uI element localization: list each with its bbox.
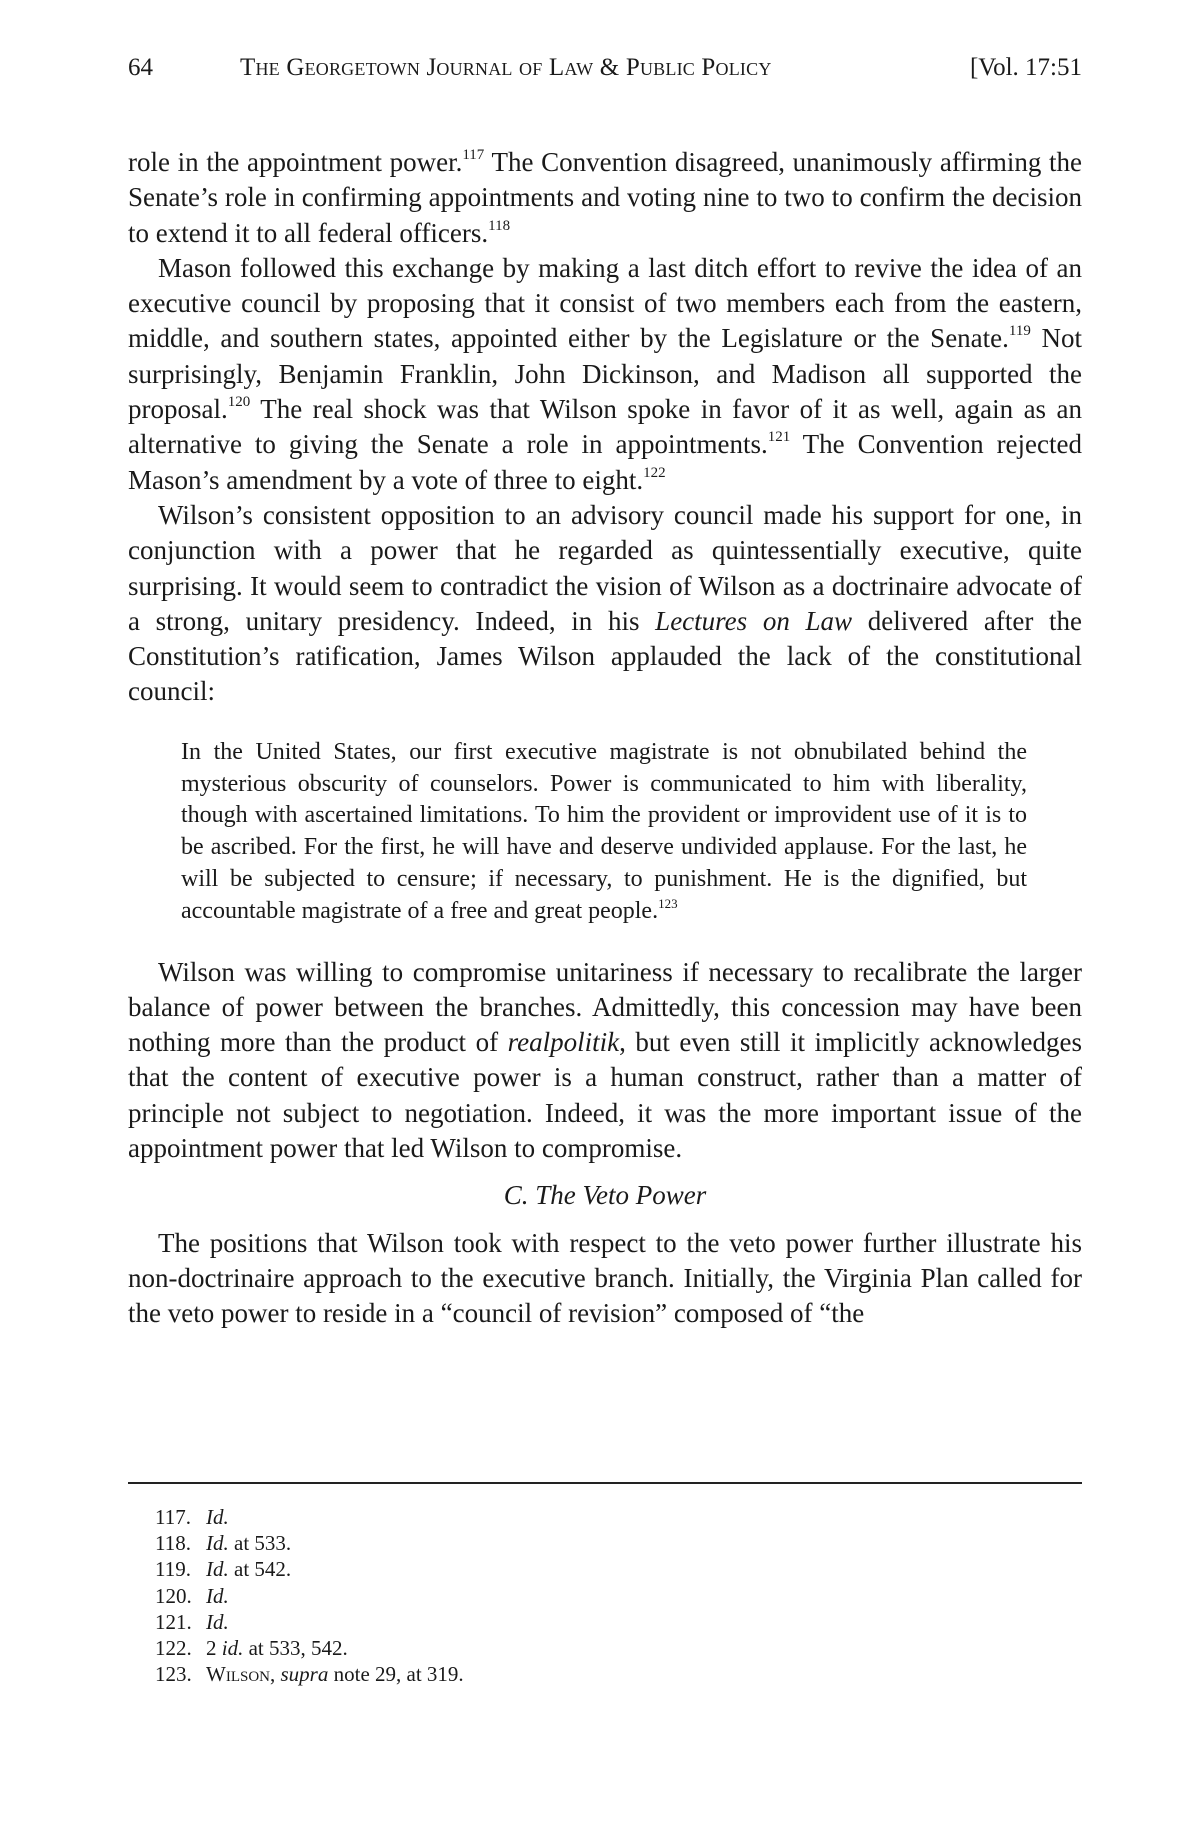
footnote-text xyxy=(206,1556,291,1582)
footnote-pre: , xyxy=(270,1662,281,1687)
journal-title: The Georgetown Journal of Law & Public Policy xyxy=(240,54,772,81)
footnote-122 xyxy=(128,1635,1082,1661)
text-run: Not surprisingly, Benjamin Franklin, John Dickinson, and Madison all supported the proposal. xyxy=(128,323,1082,425)
italic-title: Lectures on Law xyxy=(655,605,853,636)
footnote-ref-122[interactable]: 122 xyxy=(643,464,666,481)
text-run: , but even still it implicitly acknowledges that the content of executive power is a human construct, rather than a matter of principle not subject to negotiation. Indeed, it was the more important issue of the appointment power that led Wilson to compromise. xyxy=(128,1027,1082,1164)
volume-citation: [Vol. 17:51 xyxy=(969,54,1082,81)
footnote-text xyxy=(206,1583,229,1609)
footnote-rest: note 29, at 319. xyxy=(328,1662,464,1687)
footnote-text xyxy=(206,1504,229,1530)
footnote-number: 119. xyxy=(155,1557,191,1582)
footnote-text xyxy=(206,1530,291,1556)
footnote-italic: Id. xyxy=(206,1557,229,1582)
footnote-ref-123[interactable]: 123 xyxy=(658,895,678,911)
footnote-text xyxy=(206,1661,464,1687)
paragraph-2 xyxy=(128,251,1082,498)
italic-term: realpolitik xyxy=(507,1027,620,1058)
footnote-rest: at 542. xyxy=(228,1557,292,1582)
footnote-rest: at 533, 542. xyxy=(243,1635,348,1660)
paragraph-4 xyxy=(128,955,1082,1167)
footnote-117 xyxy=(128,1504,1082,1530)
footnote-author: Wilson xyxy=(206,1662,270,1687)
footnote-text xyxy=(206,1635,348,1661)
text-run: Wilson was willing to compromise unitariness if necessary to recalibrate the larger balance of power between the branches. Admittedly, this concession may have been nothing more than the product of xyxy=(128,956,1082,1058)
footnote-text xyxy=(206,1609,229,1635)
footnote-120 xyxy=(128,1583,1082,1609)
footnote-number: 117. xyxy=(155,1505,191,1529)
text-run: delivered after the Constitution’s ratification, James Wilson applauded the lack of the constitutional council: xyxy=(128,605,1082,707)
paragraph-3 xyxy=(128,498,1082,710)
footnote-number: 123. xyxy=(155,1662,192,1687)
footnote-119 xyxy=(128,1556,1082,1582)
text-run: role in the appointment power. xyxy=(128,147,463,177)
quote-text: In the United States, our first executive magistrate is not obnubilated behind the mysterious obscurity of counselors. Power is communicated to him with liberality, though with ascertained limitations. To him the provident or improvident use of it is to be ascribed. For the first, he will have and deserve undivided applause. For the last, he will be subjected to censure; if necessary, to punishment. He is the dignified, but accountable magistrate of a free and great people. xyxy=(181,738,1027,924)
running-header xyxy=(128,54,1082,94)
paragraph-5 xyxy=(128,1226,1082,1332)
section-heading: C. The Veto Power xyxy=(503,1180,707,1211)
footnote-ref-118[interactable]: 118 xyxy=(488,217,511,234)
text-run: The positions that Wilson took with respect to the veto power further illustrate his non-doctrinaire approach to the executive branch. Initially, the Virginia Plan called for the veto power to reside in a “council of revision” composed of “the xyxy=(128,1227,1082,1329)
footnote-number: 122. xyxy=(155,1635,192,1660)
text-run: The real shock was that Wilson spoke in favor of it as well, again as an alternative to giving the Senate a role in appointments. xyxy=(128,394,1082,460)
block-quote xyxy=(181,737,1027,928)
footnote-number: 120. xyxy=(155,1583,192,1608)
footnote-italic: id. xyxy=(221,1635,244,1660)
footnote-italic: Id. xyxy=(206,1609,229,1634)
footnote-italic: supra xyxy=(280,1662,329,1687)
footnote-italic: Id. xyxy=(206,1531,229,1556)
footnote-pre: 2 xyxy=(206,1635,222,1660)
text-run: Wilson’s consistent opposition to an advisory council made his support for one, in conjunction with a power that he regarded as quintessentially executive, quite surprising. It would seem to contradict the vision of Wilson as a doctrinaire advocate of a strong, unitary presidency. Indeed, in his xyxy=(128,499,1082,636)
footnote-italic: Id. xyxy=(206,1583,229,1608)
footnote-number: 118. xyxy=(155,1531,191,1556)
footnote-ref-120[interactable]: 120 xyxy=(227,394,251,411)
footnote-ref-119[interactable]: 119 xyxy=(1008,323,1031,340)
footnote-118 xyxy=(128,1530,1082,1556)
footnote-rest: at 533. xyxy=(228,1531,292,1556)
text-run: Mason followed this exchange by making a last ditch effort to revive the idea of an executive council by proposing that it consist of two members each from the eastern, middle, and southern states, appointed either by the Legislature or the Senate. xyxy=(128,252,1082,354)
footnote-121 xyxy=(128,1609,1082,1635)
text-run: The Convention rejected Mason’s amendment by a vote of three to eight. xyxy=(128,429,1082,495)
text-run: The Convention disagreed, unanimously affirming the Senate’s role in confirming appointments and voting nine to two to confirm the decision to extend it to all federal officers. xyxy=(128,147,1082,248)
footnote-ref-117[interactable]: 117 xyxy=(462,147,485,163)
paragraph-1 xyxy=(128,145,1082,251)
footnotes xyxy=(128,1504,1082,1687)
footnote-ref-121[interactable]: 121 xyxy=(767,429,791,446)
main-text xyxy=(128,145,1082,1332)
footnote-number: 121. xyxy=(155,1609,192,1634)
page-number: 64 xyxy=(128,54,153,81)
footnote-divider xyxy=(128,1482,1082,1484)
footnote-italic: Id. xyxy=(206,1505,229,1529)
footnote-123 xyxy=(128,1661,1082,1687)
